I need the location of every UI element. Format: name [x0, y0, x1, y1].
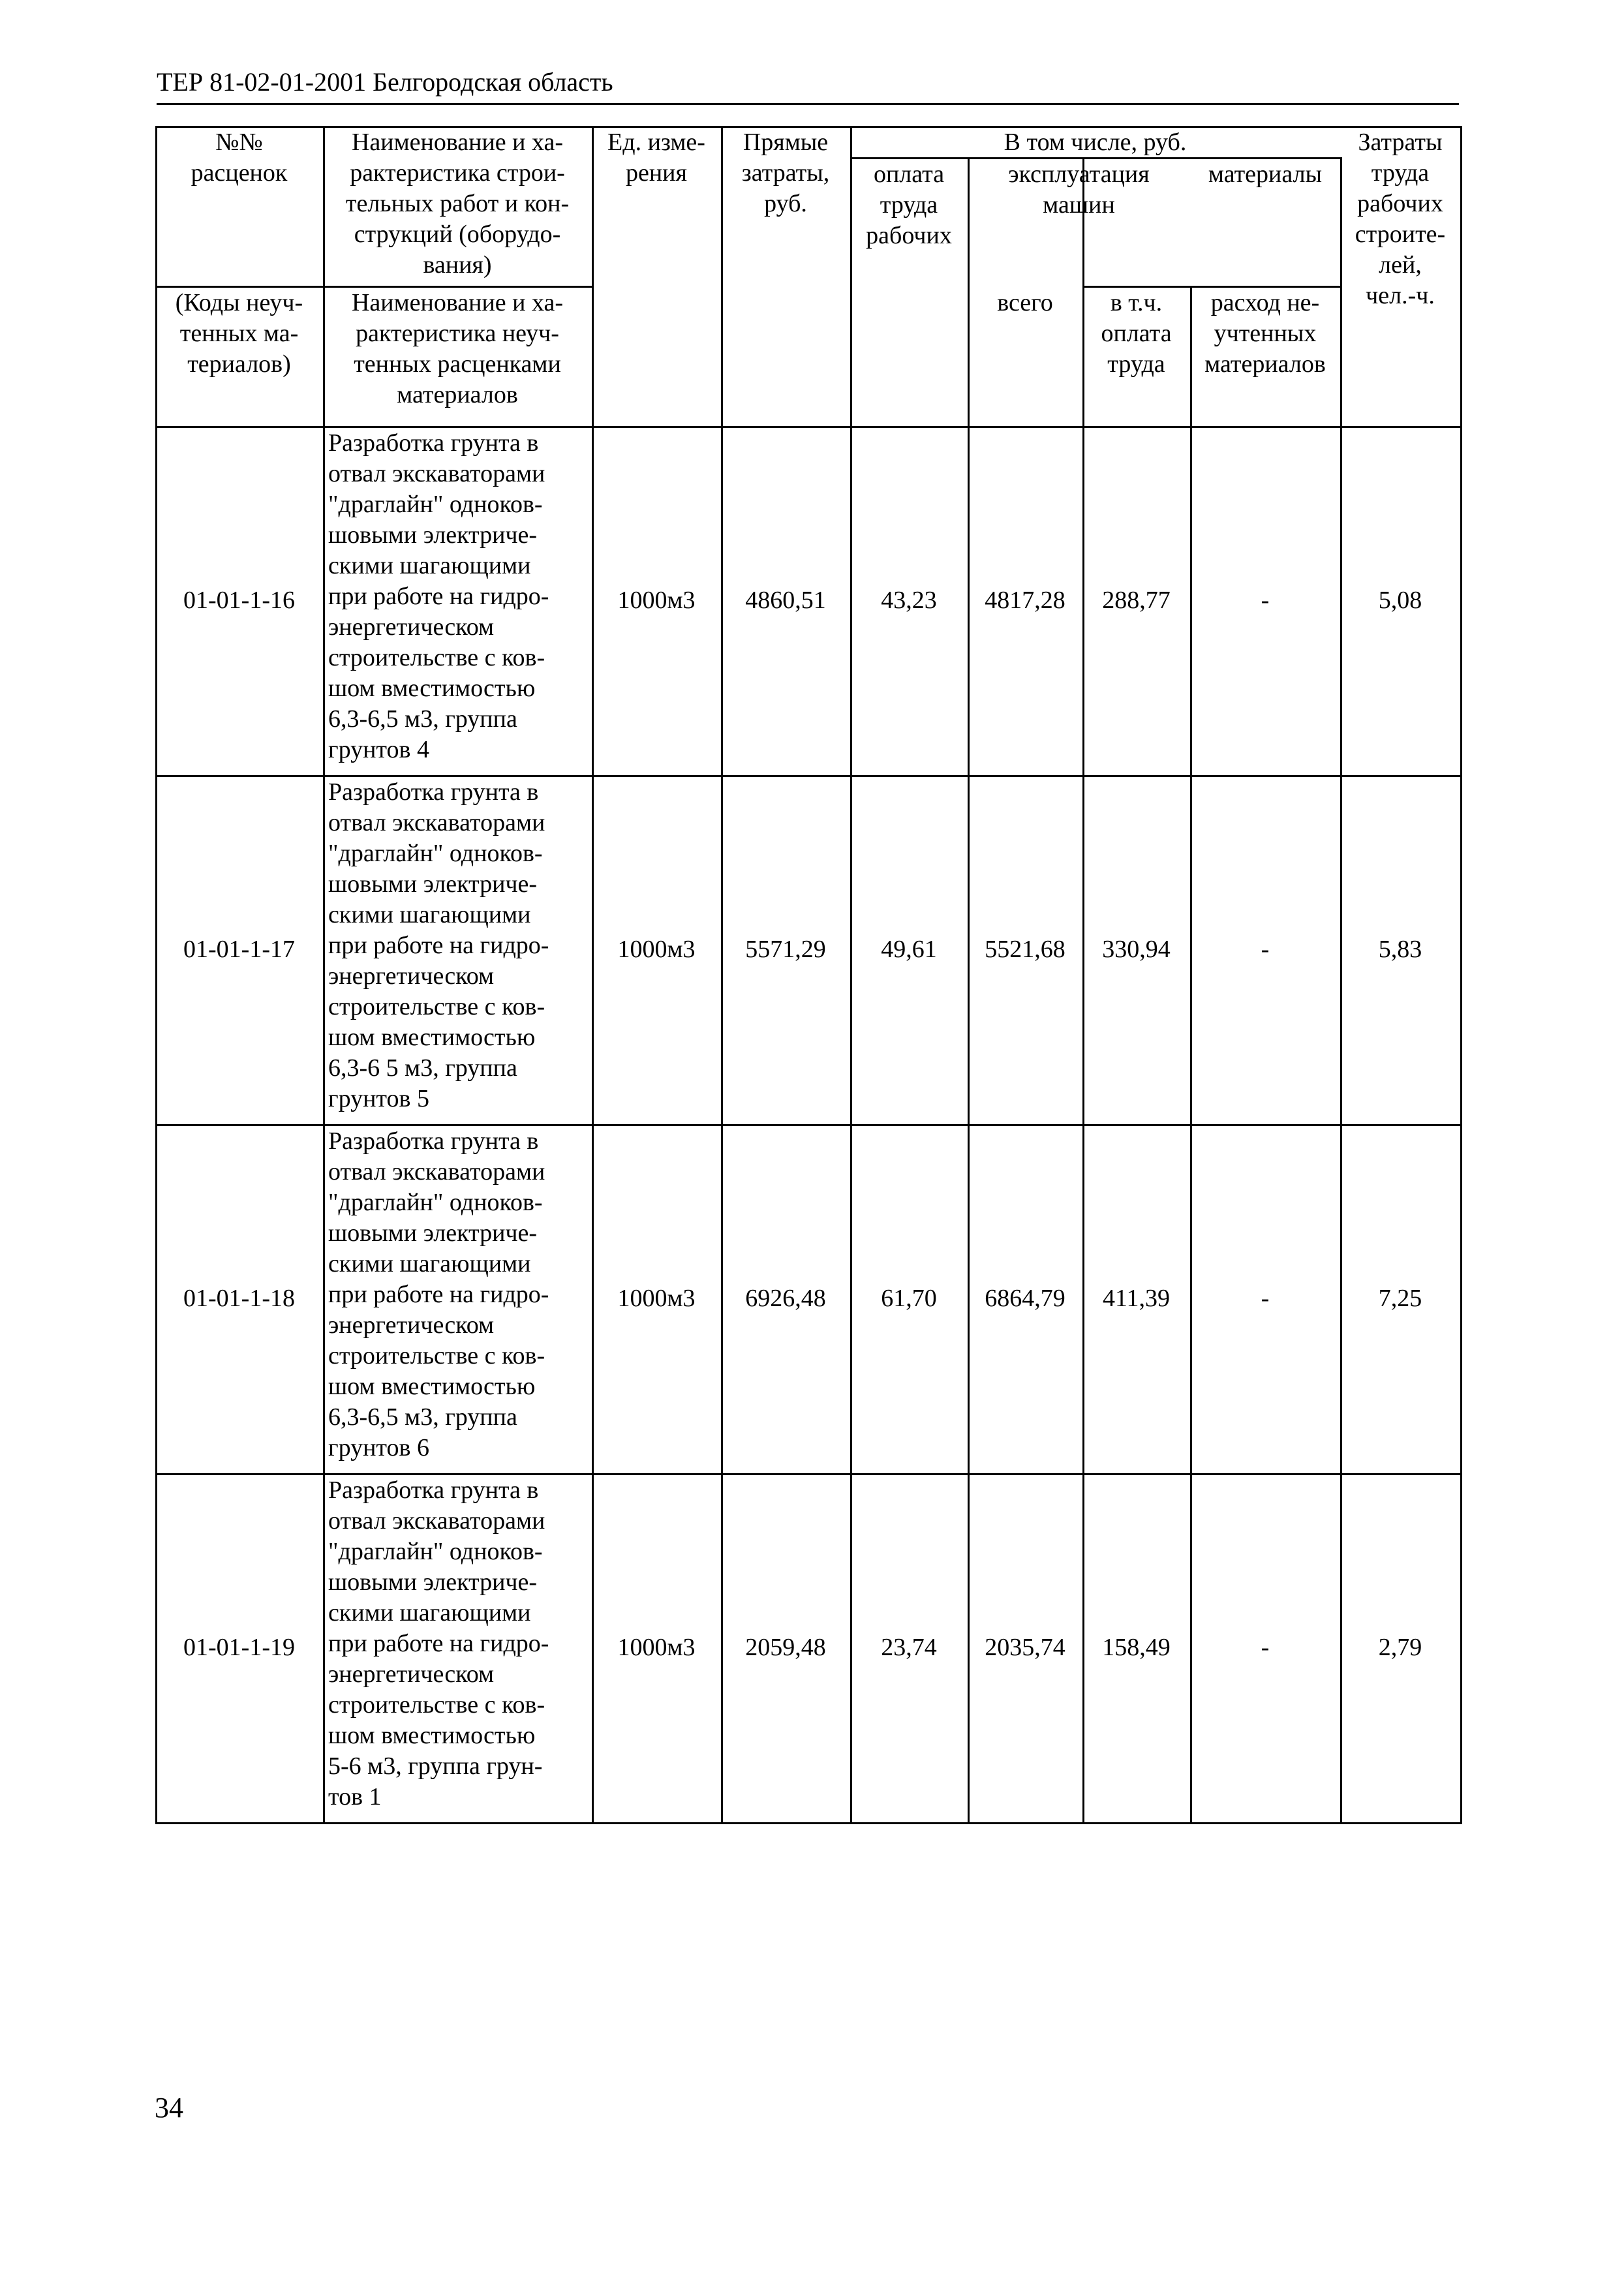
row-name-line: скими шагающими: [328, 1599, 531, 1627]
row-name-line: Разработка грунта в: [328, 1127, 539, 1155]
header-rule: [157, 103, 1459, 105]
row-name-line: шом вместимостью: [328, 1722, 536, 1749]
header-mach-total: [968, 288, 1082, 318]
header-code-sub-line: териалов): [187, 350, 291, 378]
row-materials: [1190, 1283, 1340, 1314]
rates-table: [155, 126, 1460, 1827]
row-mach-total: [968, 585, 1082, 616]
header-labor-hours-line: чел.-ч.: [1366, 282, 1435, 309]
header-materials-line: материалы: [1208, 160, 1323, 188]
header-mach-labor-line: труда: [1107, 350, 1165, 378]
row-name-line: шом вместимостью: [328, 1024, 536, 1051]
header-labor-hours-line: Затраты: [1358, 129, 1443, 156]
row-code-line: 01-01-1-17: [183, 936, 295, 963]
row-unit: [592, 1632, 721, 1663]
row-name-line: скими шагающими: [328, 552, 531, 579]
row-mach-labor-line: 158,49: [1102, 1634, 1171, 1661]
row-labor-pay: [850, 585, 968, 616]
header-code-sub-line: (Коды неуч-: [175, 289, 303, 316]
header-labor-pay-line: оплата: [873, 160, 945, 188]
row-unit: [592, 1283, 721, 1314]
header-mach-total-line: всего: [997, 289, 1053, 316]
row-name-line: строительстве с ков-: [328, 644, 545, 671]
header-name-sub-line: тенных расценками: [354, 350, 561, 378]
header-name-line: рактеристика строи-: [350, 159, 565, 187]
row-unit: [592, 934, 721, 965]
row-name-line: грунтов 6: [328, 1434, 429, 1461]
row-name-line: при работе на гидро-: [328, 583, 549, 610]
row-mach-total-line: 6864,79: [985, 1285, 1065, 1312]
header-mach-labor-line: в т.ч.: [1110, 289, 1163, 316]
header-name-sub-line: рактеристика неуч-: [356, 320, 559, 347]
header-unit: [592, 127, 721, 189]
row-labor-hours-line: 5,83: [1378, 936, 1422, 963]
header-code-sub: [155, 288, 323, 380]
header-labor-hours-line: строите-: [1355, 221, 1446, 248]
header-mach-labor-line: оплата: [1101, 320, 1172, 347]
row-name-line: энергетическом: [328, 613, 495, 641]
row-mach-labor-line: 288,77: [1102, 587, 1171, 614]
row-materials-line: -: [1261, 1634, 1270, 1661]
row-materials: [1190, 934, 1340, 965]
header-mat-usage-line: учтенных: [1214, 320, 1317, 347]
row-name-line: шовыми электриче-: [328, 1219, 538, 1247]
row-name-line: отвал экскаваторами: [328, 460, 545, 487]
row-direct: [721, 1283, 850, 1314]
row-labor-pay-line: 23,74: [881, 1634, 937, 1661]
header-direct-line: затраты,: [741, 159, 830, 187]
header-code-sub-line: тенных ма-: [179, 320, 299, 347]
row-name-line: скими шагающими: [328, 901, 531, 928]
header-unit-line: Ед. изме-: [607, 129, 705, 156]
row-labor-hours: [1340, 585, 1460, 616]
row-materials-line: -: [1261, 587, 1270, 614]
row-name-line: шовыми электриче-: [328, 870, 538, 898]
row-direct-line: 4860,51: [745, 587, 826, 614]
row-unit-line: 1000м3: [617, 1634, 696, 1661]
header-mat-usage: [1190, 288, 1340, 380]
header-labor-hours-line: труда: [1371, 159, 1430, 187]
row-name-line: грунтов 5: [328, 1085, 429, 1112]
row-mach-labor: [1082, 585, 1190, 616]
header-code-line: №№: [215, 129, 263, 156]
row-mach-labor-line: 411,39: [1102, 1285, 1171, 1312]
row-mach-total-line: 2035,74: [985, 1634, 1065, 1661]
row-mach-total: [968, 1283, 1082, 1314]
row-name-line: Разработка грунта в: [328, 778, 539, 806]
row-labor-hours-line: 5,08: [1378, 587, 1422, 614]
row-name-line: шом вместимостью: [328, 675, 536, 702]
header-direct-line: Прямые: [743, 129, 829, 156]
row-name-line: шовыми электриче-: [328, 521, 538, 549]
row-code: [155, 585, 323, 616]
row-name-line: шом вместимостью: [328, 1373, 536, 1400]
row-name-line: при работе на гидро-: [328, 932, 549, 959]
row-name-line: строительстве с ков-: [328, 993, 545, 1020]
row-name-line: отвал экскаваторами: [328, 1507, 545, 1535]
row-materials-line: -: [1261, 936, 1270, 963]
row-mach-total-line: 4817,28: [985, 587, 1065, 614]
header-name-sub-line: материалов: [397, 381, 518, 408]
row-direct-line: 6926,48: [745, 1285, 826, 1312]
row-name-line: при работе на гидро-: [328, 1630, 549, 1657]
page-number: 34: [155, 2092, 183, 2124]
table-bottom-rule: [155, 1822, 1462, 1824]
row-name-line: Разработка грунта в: [328, 429, 539, 457]
row-name-line: строительстве с ков-: [328, 1691, 545, 1719]
row-labor-hours-line: 7,25: [1378, 1285, 1422, 1312]
row-name-line: "драглайн" одноков-: [328, 840, 543, 867]
row-labor-pay-line: 49,61: [881, 936, 937, 963]
header-mach-labor: [1082, 288, 1190, 380]
header-name: [323, 127, 592, 281]
row-materials: [1190, 1632, 1340, 1663]
row-labor-pay: [850, 1283, 968, 1314]
row-name-line: 6,3-6,5 м3, группа: [328, 1403, 517, 1431]
header-name-line: тельных работ и кон-: [345, 190, 570, 217]
row-code-line: 01-01-1-18: [183, 1285, 295, 1312]
row-name-line: строительстве с ков-: [328, 1342, 545, 1369]
header-labor-pay: [850, 159, 968, 251]
header-labor-pay-line: труда: [880, 191, 938, 219]
row-name-line: 6,3-6,5 м3, группа: [328, 705, 517, 733]
row-direct-line: 2059,48: [745, 1634, 826, 1661]
header-unit-line: рения: [625, 159, 688, 187]
row-name-line: грунтов 4: [328, 736, 429, 763]
header-name-line: вания): [423, 251, 492, 279]
row-unit-line: 1000м3: [617, 936, 696, 963]
header-labor-hours-line: лей,: [1379, 251, 1422, 279]
row-name-line: энергетическом: [328, 1660, 495, 1688]
row-labor-pay: [850, 1632, 968, 1663]
row-name-line: Разработка грунта в: [328, 1476, 539, 1504]
row-code-line: 01-01-1-19: [183, 1634, 295, 1661]
row-name: [328, 777, 592, 1114]
row-code: [155, 934, 323, 965]
row-name-line: шовыми электриче-: [328, 1568, 538, 1596]
row-mach-total-line: 5521,68: [985, 936, 1065, 963]
row-direct: [721, 1632, 850, 1663]
row-name-line: 5-6 м3, группа грун-: [328, 1752, 543, 1780]
header-code: [155, 127, 323, 189]
row-mach-total: [968, 934, 1082, 965]
table-right-rule: [1460, 126, 1462, 1824]
header-code-line: расценок: [191, 159, 288, 187]
header-machines: [968, 159, 1190, 221]
row-name: [328, 1126, 592, 1463]
row-materials-line: -: [1261, 1285, 1270, 1312]
header-mat-usage-line: материалов: [1204, 350, 1326, 378]
header-including-line: В том числе, руб.: [1004, 129, 1187, 156]
row-code-line: 01-01-1-16: [183, 587, 295, 614]
row-direct: [721, 585, 850, 616]
header-name-sub: [323, 288, 592, 410]
row-name-line: при работе на гидро-: [328, 1281, 549, 1308]
row-code: [155, 1283, 323, 1314]
page-header-title: ТЕР 81-02-01-2001 Белгородская область: [157, 67, 613, 97]
row-unit-line: 1000м3: [617, 1285, 696, 1312]
header-labor-hours-line: рабочих: [1357, 190, 1443, 217]
header-mat-usage-line: расход не-: [1210, 289, 1320, 316]
row-code: [155, 1632, 323, 1663]
header-name-line: Наименование и ха-: [351, 129, 564, 156]
row-name-line: "драглайн" одноков-: [328, 1538, 543, 1565]
header-labor-pay-line: рабочих: [866, 222, 952, 249]
row-unit: [592, 585, 721, 616]
row-name-line: тов 1: [328, 1783, 382, 1811]
row-labor-hours: [1340, 1283, 1460, 1314]
row-name-line: энергетическом: [328, 1311, 495, 1339]
row-mach-labor: [1082, 1632, 1190, 1663]
header-machines-line: машин: [1043, 191, 1115, 219]
row-labor-hours: [1340, 1632, 1460, 1663]
header-labor-hours: [1340, 127, 1460, 311]
row-name: [328, 428, 592, 765]
row-name-line: "драглайн" одноков-: [328, 1189, 543, 1216]
row-mach-labor: [1082, 934, 1190, 965]
header-materials: [1190, 159, 1340, 190]
row-mach-labor: [1082, 1283, 1190, 1314]
row-labor-pay: [850, 934, 968, 965]
header-name-sub-line: Наименование и ха-: [351, 289, 564, 316]
row-labor-pay-line: 43,23: [881, 587, 937, 614]
row-direct: [721, 934, 850, 965]
row-labor-hours-line: 2,79: [1378, 1634, 1422, 1661]
row-labor-pay-line: 61,70: [881, 1285, 937, 1312]
row-direct-line: 5571,29: [745, 936, 826, 963]
row-labor-hours: [1340, 934, 1460, 965]
row-name-line: скими шагающими: [328, 1250, 531, 1277]
row-unit-line: 1000м3: [617, 587, 696, 614]
row-name: [328, 1475, 592, 1812]
row-name-line: отвал экскаваторами: [328, 809, 545, 836]
header-machines-line: эксплуатация: [1008, 160, 1150, 188]
row-materials: [1190, 585, 1340, 616]
header-including: [850, 127, 1340, 158]
row-name-line: "драглайн" одноков-: [328, 491, 543, 518]
row-name-line: 6,3-6 5 м3, группа: [328, 1054, 517, 1082]
row-name-line: энергетическом: [328, 962, 495, 990]
header-direct-line: руб.: [764, 190, 807, 217]
row-mach-total: [968, 1632, 1082, 1663]
header-name-line: струкций (оборудо-: [354, 221, 561, 248]
row-mach-labor-line: 330,94: [1102, 936, 1171, 963]
row-name-line: отвал экскаваторами: [328, 1158, 545, 1185]
header-direct: [721, 127, 850, 219]
